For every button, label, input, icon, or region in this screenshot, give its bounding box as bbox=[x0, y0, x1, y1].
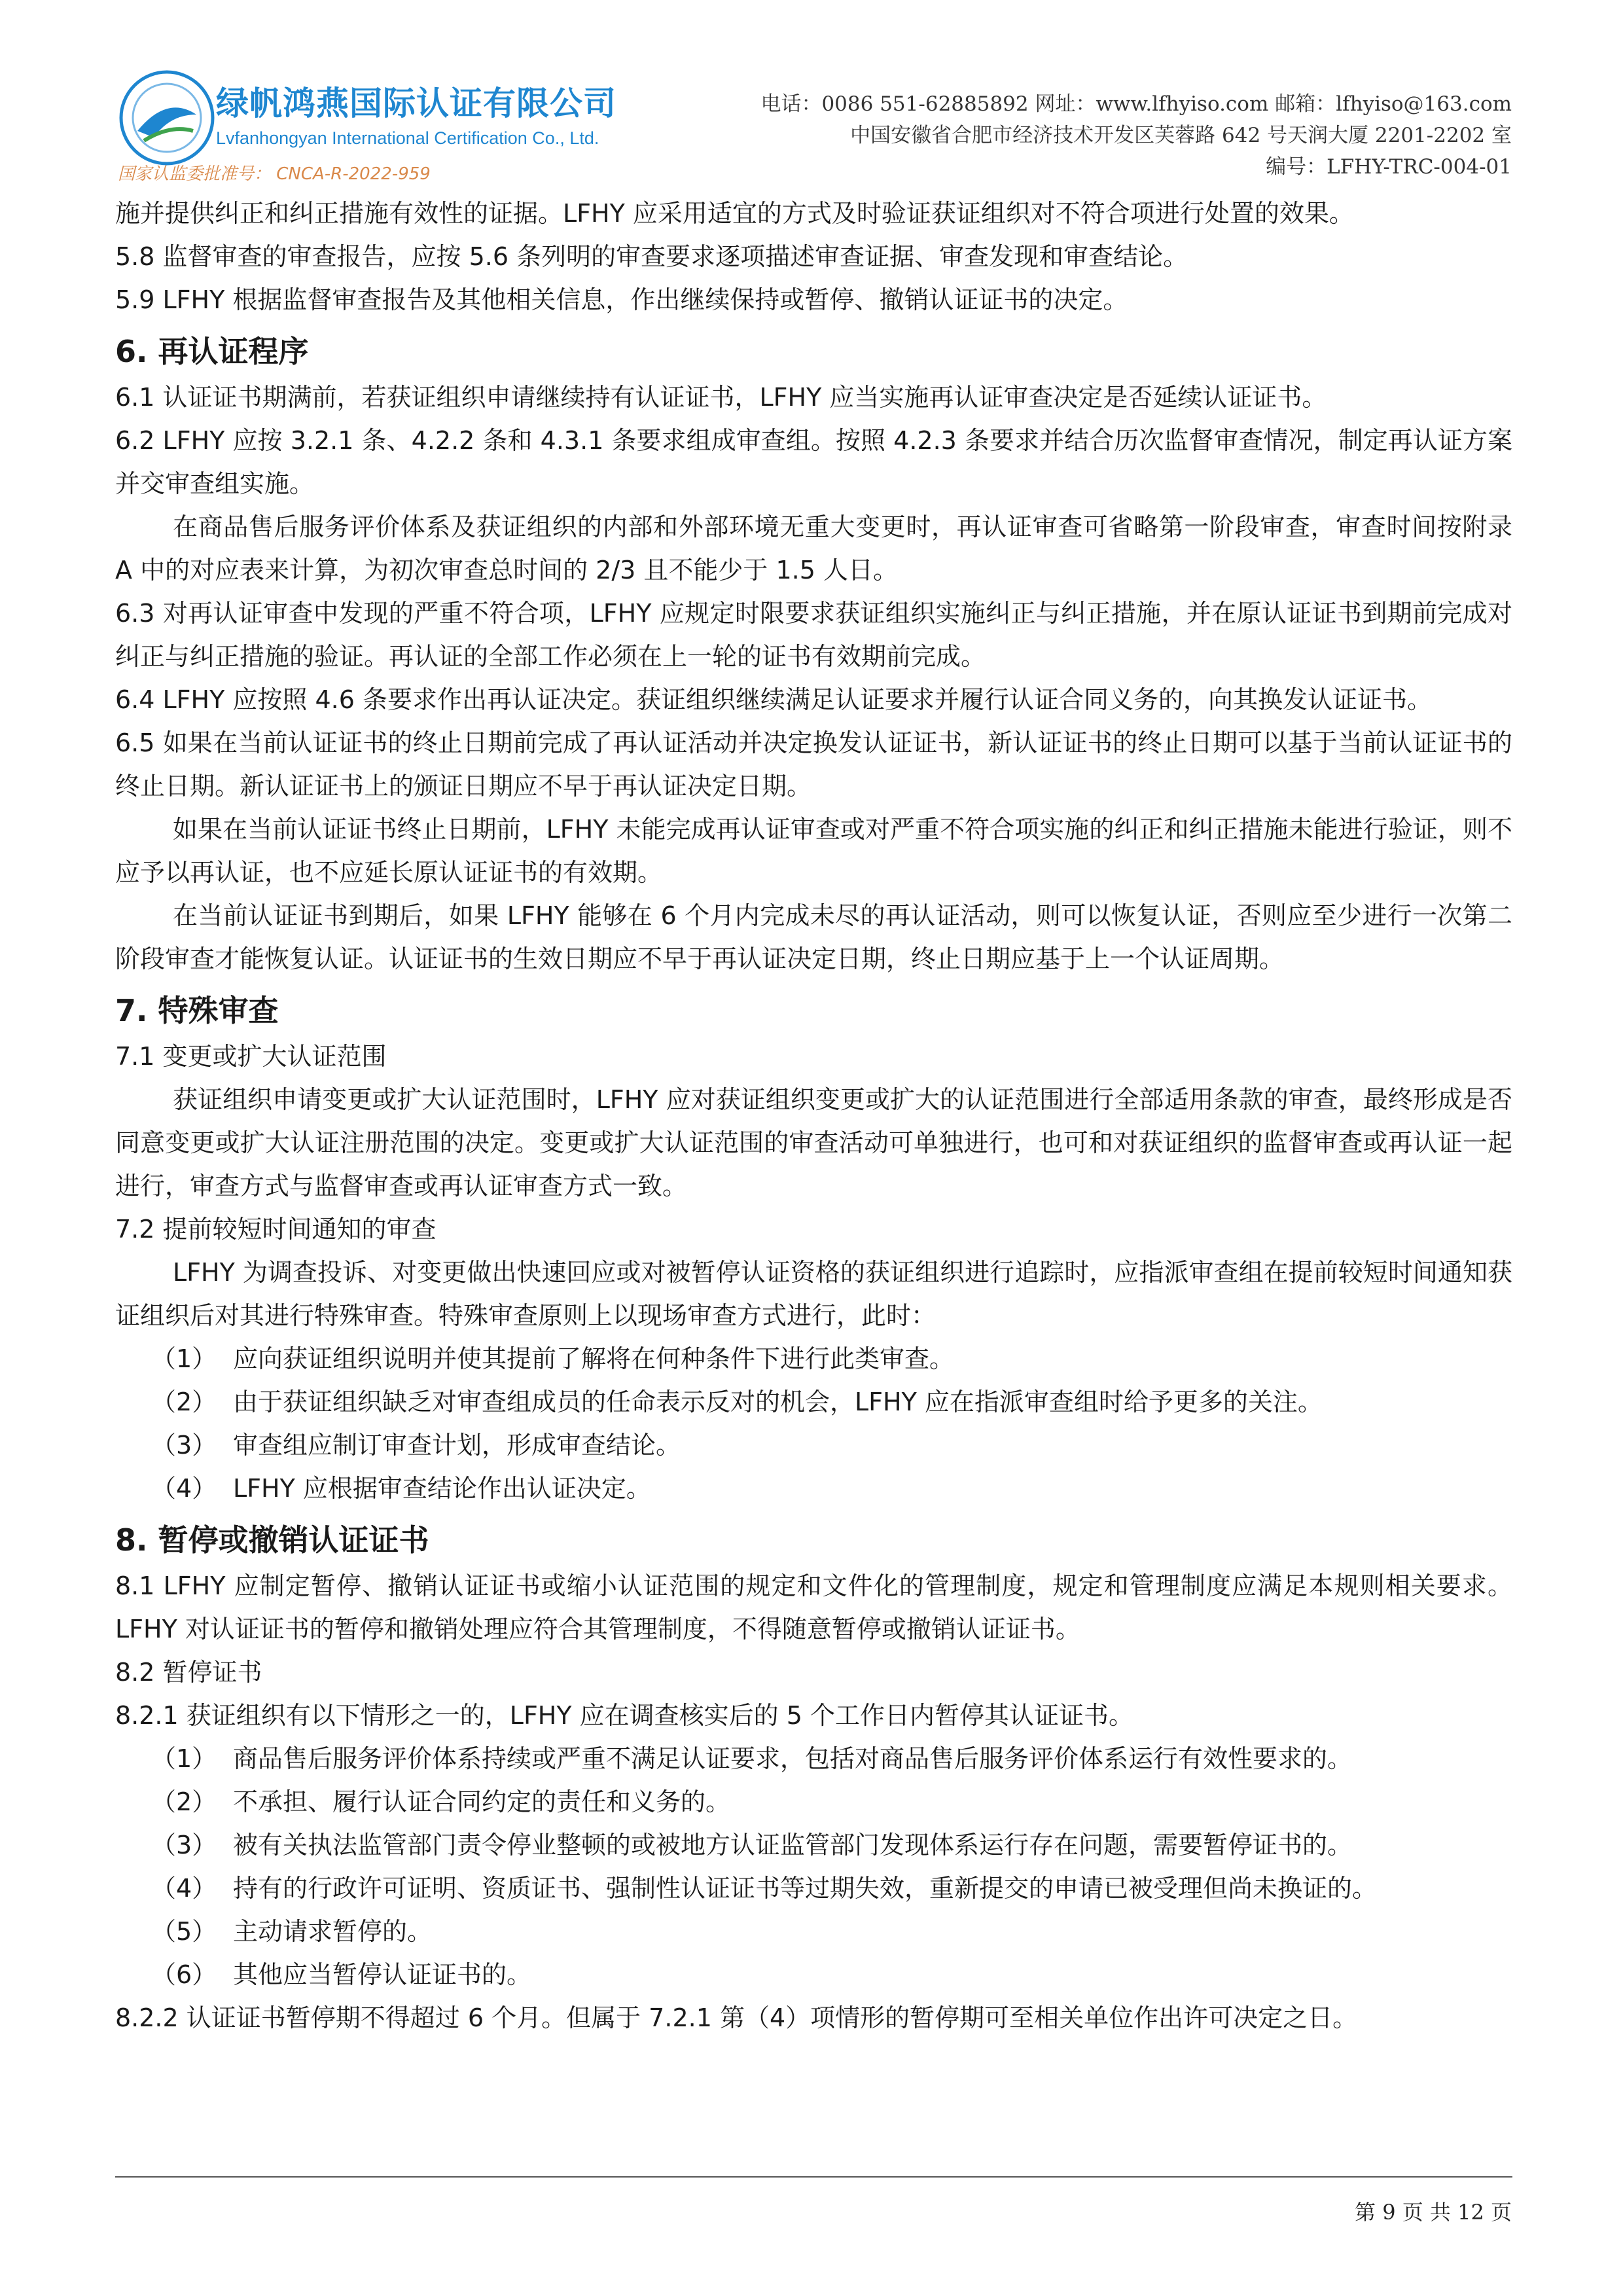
page-header bbox=[0, 0, 1623, 190]
list-text: 由于获证组织缺乏对审查组成员的任命表示反对的机会，LFHY 应在指派审查组时给予更多的关注。 bbox=[233, 1388, 1323, 1416]
clause-5-9: 5.9 LFHY 根据监督审查报告及其他相关信息，作出继续保持或暂停、撤销认证证书的决定。 bbox=[115, 285, 1128, 314]
list-item bbox=[115, 1823, 1512, 1867]
clause-6-5: 6.5 如果在当前认证证书的终止日期前完成了再认证活动并决定换发认证证书，新认证证书的终止日期可以基于当前认证证书的终止日期。新认证证书上的颁证日期应不早于再认证决定日期。 bbox=[115, 728, 1512, 800]
document-number: 编号：LFHY-TRC-004-01 bbox=[1266, 155, 1512, 179]
list-text: 被有关执法监管部门责令停业整顿的或被地方认证监管部门发现体系运行存在问题，需要暂停证书的。 bbox=[233, 1831, 1353, 1859]
list-number: （5） bbox=[151, 1917, 217, 1946]
list-item bbox=[115, 1337, 1512, 1380]
paragraph: 在商品售后服务评价体系及获证组织的内部和外部环境无重大变更时，再认证审查可省略第一阶段审查，审查时间按附录 A 中的对应表来计算，为初次审查总时间的 2/3 且不能少于 1.5 人日。 bbox=[115, 512, 1512, 584]
contact-phone-web-email: 电话：0086 551-62885892 网址：www.lfhyiso.com 邮箱：lfhyiso@163.com bbox=[760, 92, 1512, 116]
list-item bbox=[115, 1953, 1512, 1996]
list-text: 审查组应制订审查计划，形成审查结论。 bbox=[233, 1431, 681, 1460]
clause-6-3: 6.3 对再认证审查中发现的严重不符合项，LFHY 应规定时限要求获证组织实施纠正与纠正措施，并在原认证证书到期前完成对纠正与纠正措施的验证。再认证的全部工作必须在上一轮的证书有效期前完成。 bbox=[115, 599, 1512, 671]
list-number: （2） bbox=[151, 1787, 217, 1816]
list-number: （1） bbox=[151, 1744, 217, 1773]
list-item bbox=[115, 1867, 1512, 1910]
list-number: （3） bbox=[151, 1431, 217, 1460]
paragraph: LFHY 为调查投诉、对变更做出快速回应或对被暂停认证资格的获证组织进行追踪时，应指派审查组在提前较短时间通知获证组织后对其进行特殊审查。特殊审查原则上以现场审查方式进行，此时： bbox=[115, 1258, 1512, 1330]
list-item bbox=[115, 1737, 1512, 1780]
list-item bbox=[115, 1424, 1512, 1467]
document-body bbox=[115, 192, 1512, 2039]
list-text: LFHY 应根据审查结论作出认证决定。 bbox=[233, 1474, 651, 1503]
clause-8-2-1: 8.2.1 获证组织有以下情形之一的，LFHY 应在调查核实后的 5 个工作日内暂停其认证证书。 bbox=[115, 1701, 1133, 1730]
list-number: （1） bbox=[151, 1344, 217, 1373]
clause-6-1: 6.1 认证证书期满前，若获证组织申请继续持有认证证书，LFHY 应当实施再认证审查决定是否延续认证证书。 bbox=[115, 383, 1327, 412]
list-number: （2） bbox=[151, 1388, 217, 1416]
clause-8-1: 8.1 LFHY 应制定暂停、撤销认证证书或缩小认证范围的规定和文件化的管理制度，规定和管理制度应满足本规则相关要求。LFHY 对认证证书的暂停和撤销处理应符合其管理制度，不得随意暂停或撤销认证证书。 bbox=[115, 1571, 1512, 1643]
section-heading-7: 7. 特殊审查 bbox=[115, 993, 279, 1028]
clause-8-2: 8.2 暂停证书 bbox=[115, 1658, 262, 1687]
list-number: （4） bbox=[151, 1474, 217, 1503]
clause-7-2: 7.2 提前较短时间通知的审查 bbox=[115, 1215, 437, 1244]
contact-address: 中国安徽省合肥市经济技术开发区芙蓉路 642 号天润大厦 2201-2202 室 bbox=[850, 124, 1512, 147]
clause-6-2: 6.2 LFHY 应按 3.2.1 条、4.2.2 条和 4.3.1 条要求组成审查组。按照 4.2.3 条要求并结合历次监督审查情况，制定再认证方案并交审查组实施。 bbox=[115, 426, 1512, 498]
list-number: （4） bbox=[151, 1874, 217, 1903]
approval-number: 国家认监委批准号： CNCA-R-2022-959 bbox=[118, 164, 431, 184]
list-text: 应向获证组织说明并使其提前了解将在何种条件下进行此类审查。 bbox=[233, 1344, 955, 1373]
section-heading-8: 8. 暂停或撤销认证证书 bbox=[115, 1522, 429, 1558]
list-item bbox=[115, 1780, 1512, 1823]
list-text: 商品售后服务评价体系持续或严重不满足认证要求，包括对商品售后服务评价体系运行有效性要求的。 bbox=[233, 1744, 1353, 1773]
list-text: 持有的行政许可证明、资质证书、强制性认证证书等过期失效，重新提交的申请已被受理但尚未换证的。 bbox=[233, 1874, 1378, 1903]
contact-block bbox=[760, 88, 1512, 183]
list-text: 不承担、履行认证合同约定的责任和义务的。 bbox=[233, 1787, 731, 1816]
list-number: （3） bbox=[151, 1831, 217, 1859]
page-number: 第 9 页 共 12 页 bbox=[1355, 2200, 1512, 2225]
paragraph: 获证组织申请变更或扩大认证范围时，LFHY 应对获证组织变更或扩大的认证范围进行全部适用条款的审查，最终形成是否同意变更或扩大认证注册范围的决定。变更或扩大认证范围的审查活动可单独进行，也可和对获证组织的监督审查或再认证一起进行，审查方式与监督审查或再认证审查方式一致。 bbox=[115, 1085, 1512, 1200]
list-item bbox=[115, 1910, 1512, 1953]
clause-7-1: 7.1 变更或扩大认证范围 bbox=[115, 1042, 387, 1071]
company-name-en: Lvfanhongyan International Certification Co., Ltd. bbox=[216, 128, 599, 148]
clause-8-2-2: 8.2.2 认证证书暂停期不得超过 6 个月。但属于 7.2.1 第（4）项情形的暂停期可至相关单位作出许可决定之日。 bbox=[115, 2003, 1358, 2032]
paragraph: 如果在当前认证证书终止日期前，LFHY 未能完成再认证审查或对严重不符合项实施的纠正和纠正措施未能进行验证，则不应予以再认证，也不应延长原认证证书的有效期。 bbox=[115, 815, 1512, 887]
footer-divider bbox=[115, 2176, 1512, 2178]
list-item bbox=[115, 1467, 1512, 1510]
list-text: 其他应当暂停认证证书的。 bbox=[233, 1960, 532, 1989]
section-heading-6: 6. 再认证程序 bbox=[115, 334, 309, 369]
company-logo-icon bbox=[118, 69, 216, 167]
paragraph: 在当前认证证书到期后，如果 LFHY 能够在 6 个月内完成未尽的再认证活动，则可以恢复认证，否则应至少进行一次第二阶段审查才能恢复认证。认证证书的生效日期应不早于再认证决定日期，终止日期应基于上一个认证周期。 bbox=[115, 901, 1512, 973]
paragraph: 施并提供纠正和纠正措施有效性的证据。LFHY 应采用适宜的方式及时验证获证组织对不符合项进行处置的效果。 bbox=[115, 199, 1354, 228]
company-name-cn: 绿帆鸿燕国际认证有限公司 bbox=[216, 84, 616, 122]
clause-5-8: 5.8 监督审查的审查报告，应按 5.6 条列明的审查要求逐项描述审查证据、审查发现和审查结论。 bbox=[115, 242, 1188, 271]
list-text: 主动请求暂停的。 bbox=[233, 1917, 433, 1946]
list-item bbox=[115, 1380, 1512, 1424]
list-number: （6） bbox=[151, 1960, 217, 1989]
clause-6-4: 6.4 LFHY 应按照 4.6 条要求作出再认证决定。获证组织继续满足认证要求并履行认证合同义务的，向其换发认证证书。 bbox=[115, 685, 1433, 714]
